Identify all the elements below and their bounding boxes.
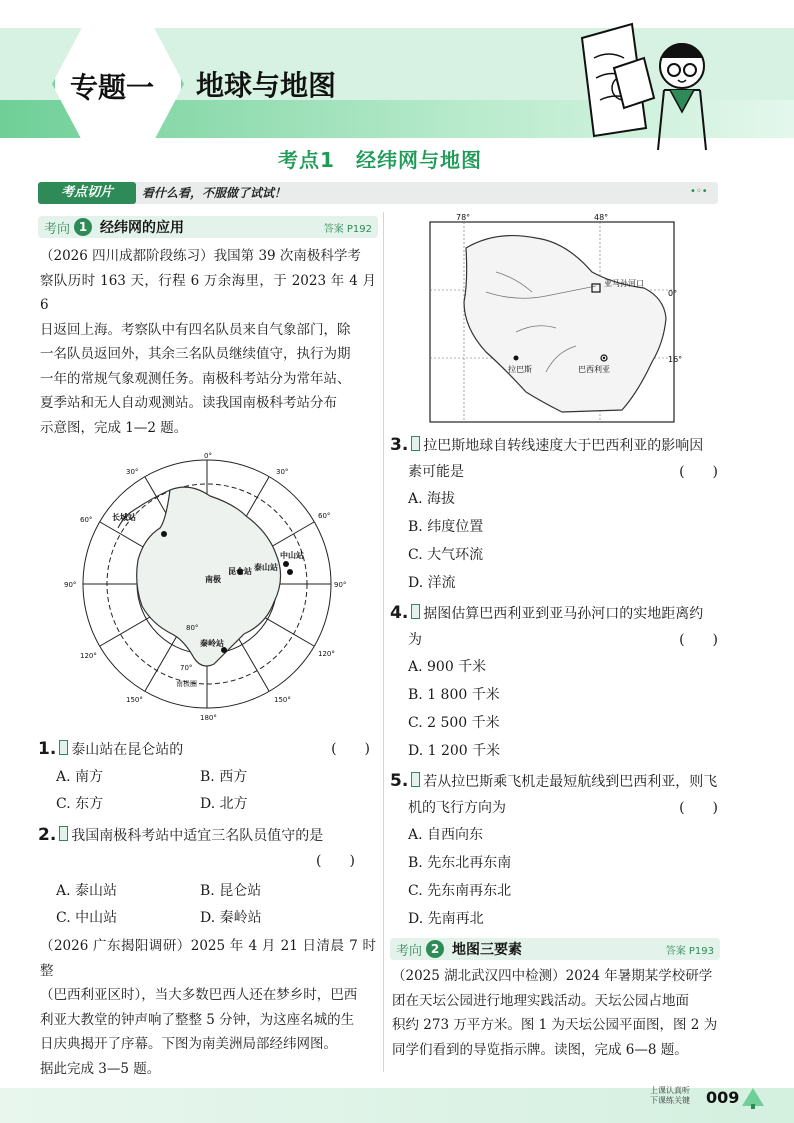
pencil-icon	[411, 772, 420, 787]
place-label: 拉巴斯	[508, 365, 532, 374]
q4-option[interactable]: C. 2 500 千米	[408, 715, 500, 731]
q4-text: 为	[408, 632, 422, 648]
section2-label: 考向	[396, 943, 423, 959]
q3-number: 3.	[390, 435, 409, 455]
station-label: 秦岭站	[200, 639, 224, 648]
q1-option[interactable]: B. 西方	[200, 769, 248, 785]
section2-title: 地图三要素	[452, 942, 523, 958]
q3-option[interactable]: D. 洋流	[408, 575, 456, 591]
q3-option[interactable]: A. 海拔	[408, 491, 456, 507]
pencil-icon	[59, 826, 68, 841]
q4-option[interactable]: D. 1 200 千米	[408, 743, 501, 759]
q2-option[interactable]: A. 泰山站	[56, 883, 118, 899]
intro-line: 一年的常规气象观测任务。南极科考站分为常年站、	[40, 370, 351, 387]
lon-label: 30°	[276, 468, 289, 476]
intro-line: 一名队员返回外，其余三名队员继续值守，执行为期	[40, 346, 351, 362]
lat-label: 80°	[186, 624, 199, 632]
lat-label: 16°	[668, 355, 683, 364]
page-number: 009	[706, 1088, 740, 1107]
q4-answer-blank[interactable]: ( )	[679, 632, 718, 648]
question-5	[390, 768, 730, 821]
q5-option[interactable]: B. 先东北再东南	[408, 855, 512, 871]
pencil-icon	[59, 740, 68, 755]
lon-label: 150°	[126, 696, 143, 704]
intro-line: 积约 273 万平方米。图 1 为天坛公园平面图，图 2 为	[392, 1017, 718, 1033]
q5-number: 5.	[390, 771, 409, 791]
topic-label: 专题一	[70, 71, 155, 104]
q5-option[interactable]: A. 自西向东	[408, 827, 484, 843]
footer-tip-line: 下课练关键	[650, 1096, 690, 1105]
polar-station-map	[60, 450, 360, 726]
q4-text: 据图估算巴西利亚到亚马孙河口的实地距离约	[423, 606, 704, 622]
lon-label: 60°	[318, 512, 331, 520]
lon-label: 150°	[274, 696, 291, 704]
topic-title: 地球与地图	[196, 69, 337, 102]
kaodian-dots: •◦•	[690, 186, 708, 197]
intro-line: （2026 广东揭阳调研）2025 年 4 月 21 日清晨 7 时整	[40, 938, 376, 979]
intro-line: 察队历时 163 天，行程 6 万余海里，于 2023 年 4 月 6	[40, 272, 376, 313]
q5-option[interactable]: C. 先东南再东北	[408, 883, 512, 899]
lon-label: 48°	[594, 213, 609, 222]
q3-option[interactable]: C. 大气环流	[408, 547, 484, 563]
lat-label: 70°	[180, 664, 193, 672]
lon-label: 30°	[126, 468, 139, 476]
q3-option[interactable]: B. 纬度位置	[408, 519, 484, 535]
intro-line: 团在天坛公园进行地理实践活动。天坛公园占地面	[392, 992, 689, 1009]
lon-label: 60°	[80, 516, 93, 524]
intro-line: 示意图，完成 1—2 题。	[40, 419, 188, 436]
section1-intro	[40, 244, 376, 440]
q2-option[interactable]: D. 秦岭站	[200, 910, 262, 926]
q2-answer-blank[interactable]: ( )	[316, 853, 355, 869]
lon-label: 0°	[204, 452, 212, 460]
intro-line: （2026 四川成都阶段练习）我国第 39 次南极科学考	[40, 248, 361, 264]
section1-header	[38, 216, 378, 238]
q5-option[interactable]: D. 先南再北	[408, 911, 484, 927]
q1-option[interactable]: D. 北方	[200, 796, 248, 812]
lon-label: 120°	[80, 652, 97, 660]
lat-label: 0°	[668, 289, 678, 298]
q2-option[interactable]: B. 昆仑站	[200, 883, 262, 899]
intro-line: 同学们看到的导览指示牌。读图，完成 6—8 题。	[392, 1041, 688, 1058]
kaodian-tag: 考点切片	[38, 182, 136, 204]
question-4	[390, 600, 730, 653]
q1-option[interactable]: C. 东方	[56, 796, 104, 812]
pencil-icon	[411, 436, 420, 451]
kaodian-hint: 看什么看，不服做了试试！	[142, 186, 287, 200]
intro-line: 日庆典揭开了序幕。下图为南美洲局部经纬网图。	[40, 1036, 337, 1052]
q3-text: 素可能是	[408, 464, 464, 480]
q4-option[interactable]: A. 900 千米	[408, 659, 487, 675]
section1-num: 1	[74, 218, 92, 236]
q1-answer-blank[interactable]: ( )	[331, 741, 370, 757]
footer-tip	[650, 1086, 690, 1106]
column-divider	[383, 212, 384, 1072]
tree-icon	[740, 1086, 766, 1110]
q1-text: 泰山站在昆仑站的	[71, 742, 184, 758]
intro-line: 日返回上海。考察队中有四名队员来自气象部门，除	[40, 321, 351, 338]
intro-line: 利亚大教堂的钟声响了整整 5 分钟，为这座名城的生	[40, 1011, 355, 1028]
intro-line: （2025 湖北武汉四中检测）2024 年暑期某学校研学	[392, 968, 713, 984]
q2-option[interactable]: C. 中山站	[56, 910, 118, 926]
q4-number: 4.	[390, 603, 409, 623]
place-label: 巴西利亚	[578, 365, 610, 374]
station-label: 泰山站	[254, 563, 278, 572]
lon-label: 78°	[456, 213, 471, 222]
lon-label: 180°	[200, 714, 217, 722]
kaodian-title: 考点1 经纬网与地图	[278, 148, 482, 172]
question-2	[38, 822, 370, 849]
lon-label: 90°	[64, 581, 77, 589]
question-1	[38, 736, 370, 763]
intro-line: （巴西利亚区时），当大多数巴西人还在梦乡时，巴西	[40, 987, 358, 1003]
section3-intro	[392, 964, 720, 1062]
circle-label: 南极圈	[176, 680, 197, 688]
kaodian-bar	[38, 182, 718, 204]
section1-answer: 答案 P192	[323, 223, 372, 235]
lon-label: 120°	[318, 650, 335, 658]
place-label: 亚马孙河口	[604, 279, 644, 288]
q4-option[interactable]: B. 1 800 千米	[408, 687, 500, 703]
intro-line: 据此完成 3—5 题。	[40, 1060, 161, 1077]
lon-label: 90°	[334, 581, 347, 589]
section2-intro	[40, 934, 376, 1081]
pole-label: 南极	[205, 575, 221, 584]
q1-option[interactable]: A. 南方	[56, 769, 104, 785]
cartoon-teacher-illustration	[574, 18, 724, 158]
q1-number: 1.	[38, 739, 57, 759]
footer-tip-line: 上课认真听	[650, 1086, 690, 1095]
station-label: 中山站	[280, 551, 304, 560]
pencil-icon	[411, 604, 420, 619]
intro-line: 夏季站和无人自动观测站。读我国南极科考站分布	[40, 395, 337, 411]
station-label: 昆仑站	[228, 567, 252, 576]
section2-num: 2	[426, 940, 444, 958]
q2-number: 2.	[38, 825, 57, 845]
section2-answer: 答案 P193	[665, 945, 714, 957]
q2-text: 我国南极科考站中适宜三名队员值守的是	[71, 828, 324, 844]
section1-label: 考向	[44, 221, 71, 237]
q3-answer-blank[interactable]: ( )	[679, 464, 718, 480]
q5-text: 若从拉巴斯乘飞机走最短航线到巴西利亚，则飞	[423, 774, 718, 790]
section2-header	[390, 938, 720, 960]
station-label: 长城站	[112, 513, 136, 522]
section1-title: 经纬网的应用	[100, 220, 185, 236]
south-america-map	[396, 212, 696, 426]
q5-text: 机的飞行方向为	[408, 800, 506, 816]
question-3	[390, 432, 730, 485]
q5-answer-blank[interactable]: ( )	[679, 800, 718, 816]
q3-text: 拉巴斯地球自转线速度大于巴西利亚的影响因	[423, 438, 704, 454]
